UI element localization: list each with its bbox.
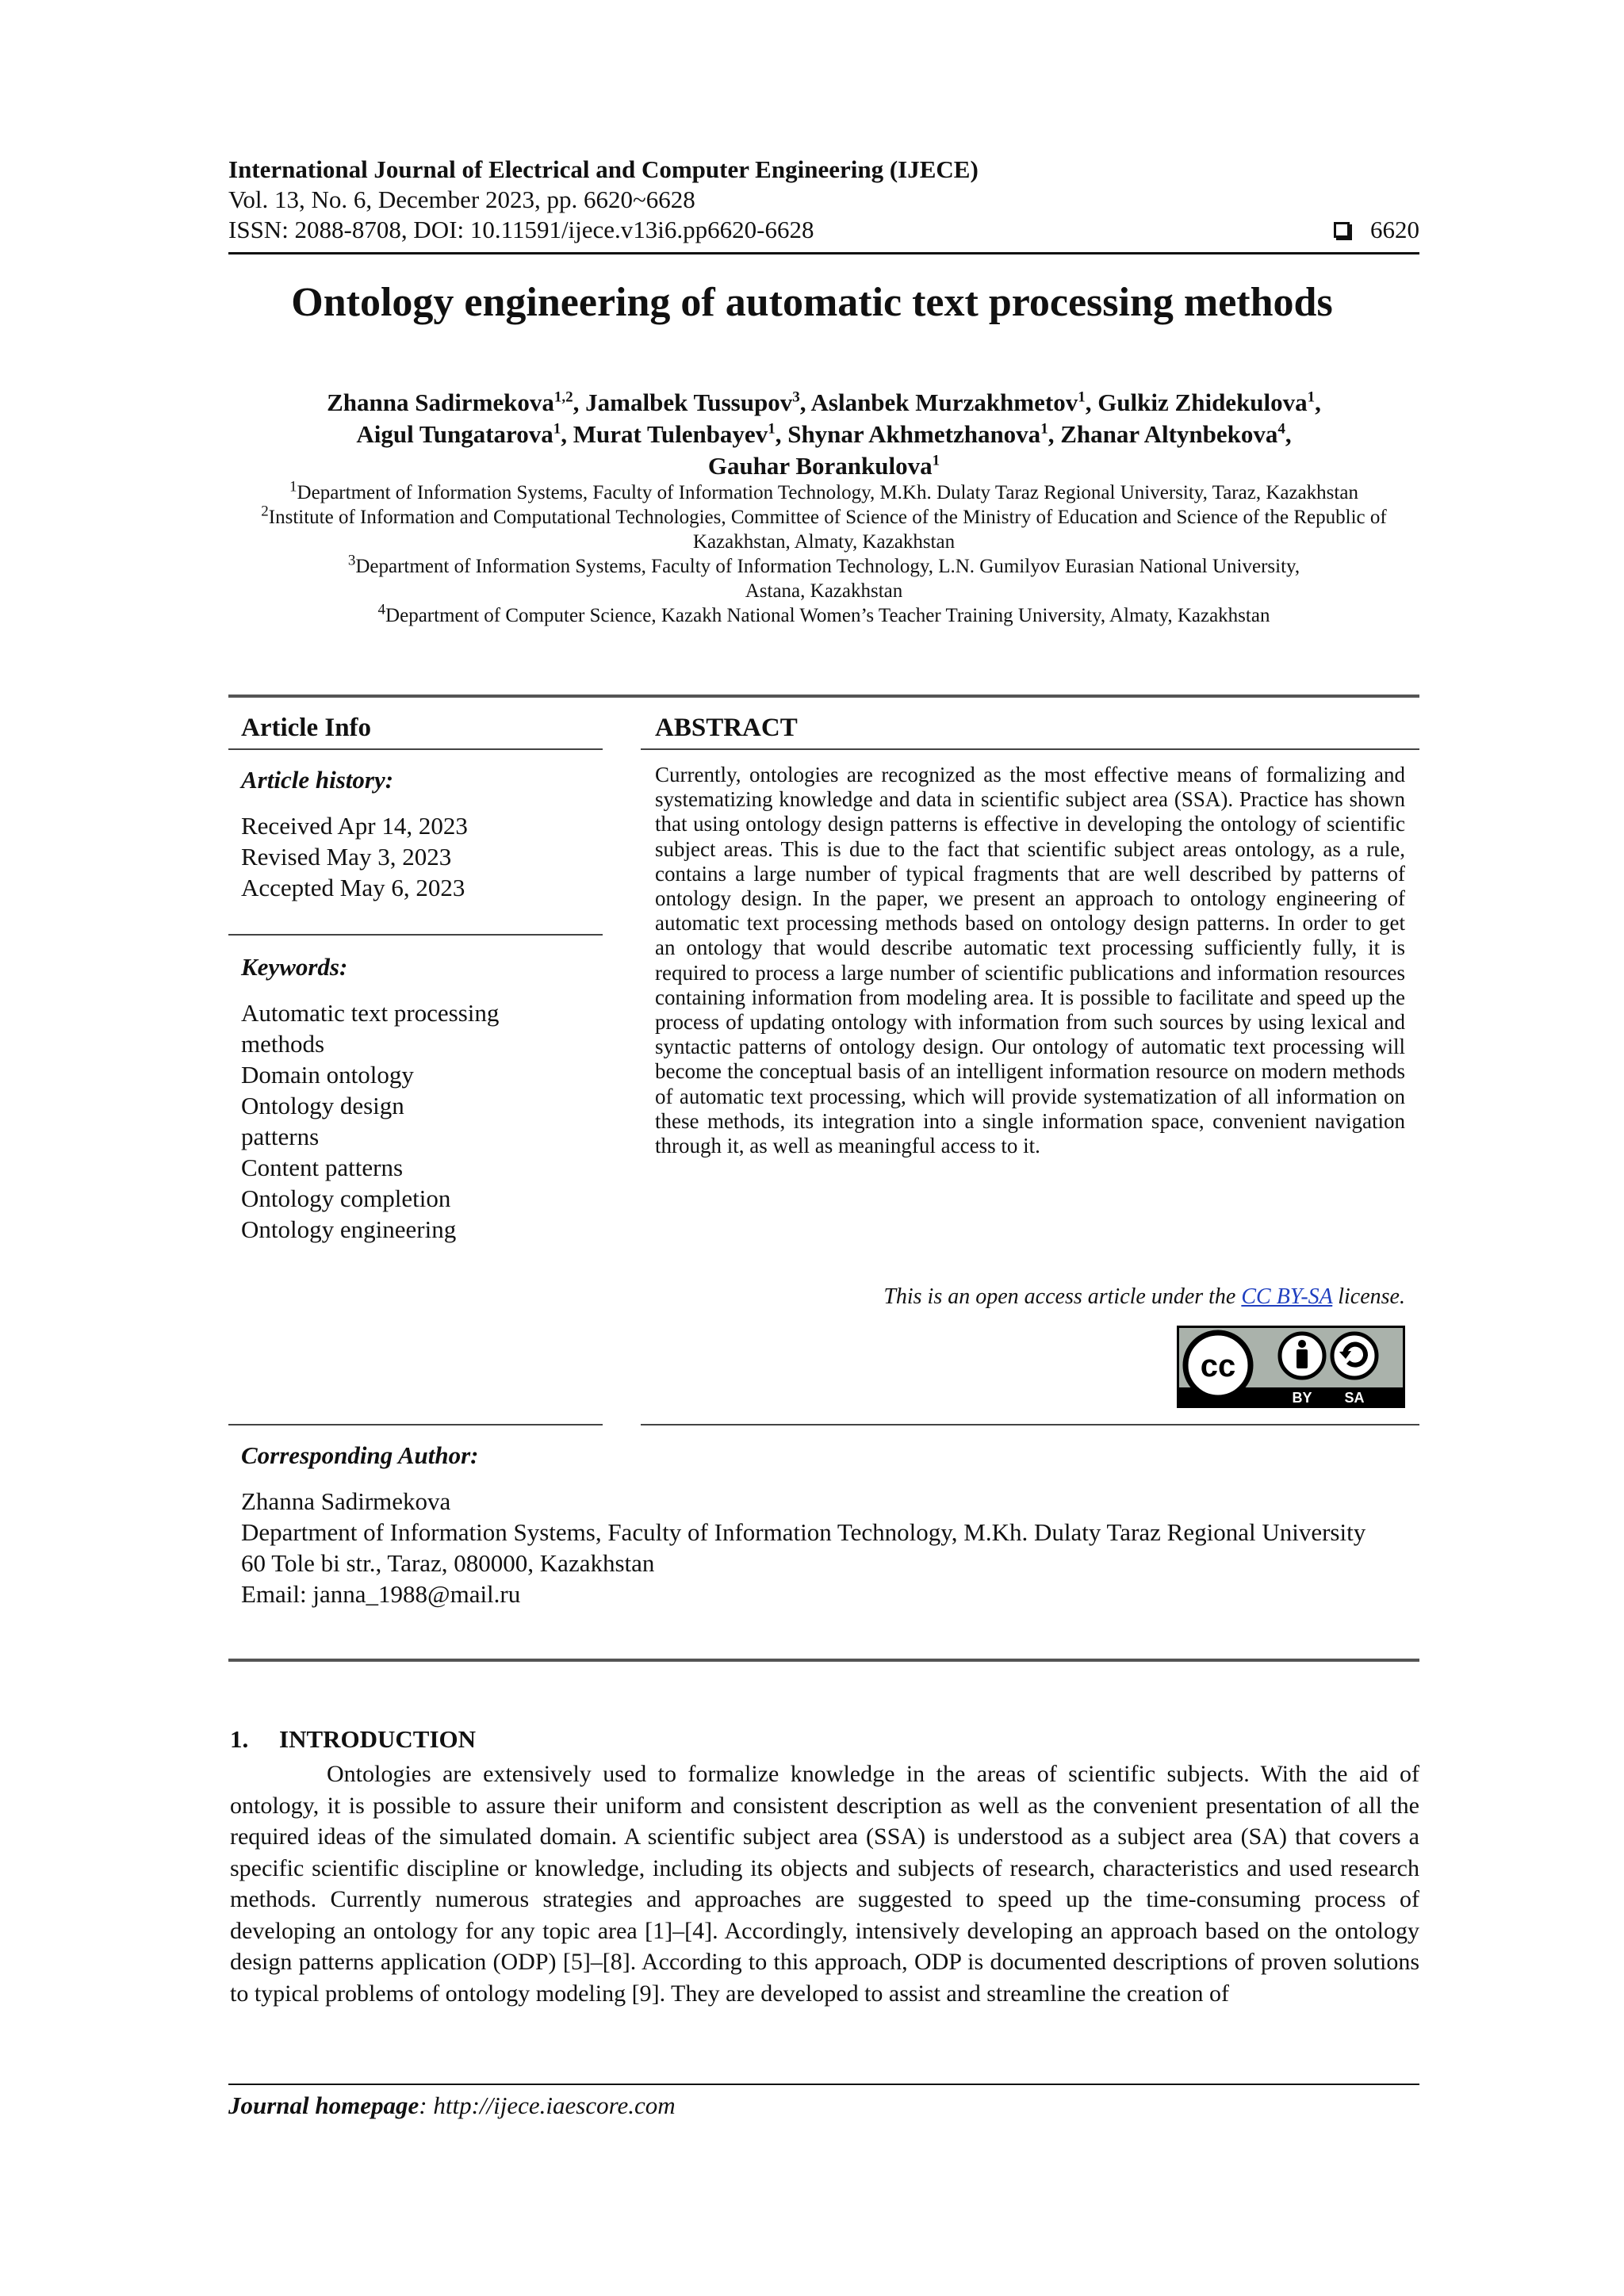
journal-volume: Vol. 13, No. 6, December 2023, pp. 6620~6628 <box>228 186 695 213</box>
author-sup: 4 <box>1277 420 1285 438</box>
abstract-underline <box>641 748 1419 750</box>
author-name: Aigul Tungatarova <box>356 420 553 448</box>
keyword: Ontology completion <box>241 1184 451 1212</box>
author-sup: 1 <box>1307 388 1316 406</box>
cc-text: cc <box>1200 1349 1236 1383</box>
keyword: patterns <box>241 1123 320 1150</box>
paper-title: Ontology engineering of automatic text processing methods <box>291 280 1333 325</box>
keyword: methods <box>241 1030 325 1058</box>
cc-by-sa-link[interactable]: CC BY-SA <box>1241 1284 1333 1309</box>
sa-text: SA <box>1344 1390 1365 1406</box>
header-rule <box>228 252 1419 254</box>
author-line-1: Zhanna Sadirmekova$^{1,2}$, Jamalbek Tussupov$^3$, Aslanbek Murzakhmetov$^1$, Gulkiz Zhidekulova$^1$, <box>327 388 1321 416</box>
author-sup: 1 <box>553 420 561 438</box>
article-history <box>241 810 468 903</box>
keyword-list <box>241 997 499 1245</box>
introduction-paragraph: Ontologies are extensively used to formalize knowledge in the areas of scientific subjects. With the aid of ontology, it is possible to assure their uniform and consistent description as well as the convenient presentation of all the required ideas of the simulated domain. A scientific subject area (SSA) is understood as a subject area (SA) that covers a specific scientific discipline or knowledge, including its objects and subjects of research, characteristics and used research methods. Currently numerous strategies and approaches are suggested to speed up the time-consuming process of developing an ontology for any topic area [1]–[4]. Accordingly, intensively developing an approach based on the ontology design patterns application (ODP) [5]–[8]. According to this approach, ODP is documented descriptions of proven solutions to typical problems of ontology modeling [9]. They are developed to assist and streamline the creation of <box>230 1761 1419 2007</box>
affiliation-list <box>228 480 1419 628</box>
author-name: Zhanna Sadirmekova <box>327 388 554 416</box>
license-statement: This is an open access article under the CC BY-SA license. <box>883 1284 1405 1309</box>
corresponding-details <box>241 1486 1415 1609</box>
keyword: Content patterns <box>241 1154 404 1181</box>
page-number: 6620 <box>1370 216 1419 243</box>
author-list <box>228 387 1419 482</box>
received-date: Received Apr 14, 2023 <box>241 812 468 840</box>
keywords-heading: Keywords: <box>241 953 348 981</box>
accepted-date: Accepted May 6, 2023 <box>241 874 465 901</box>
keyword: Automatic text processing <box>241 999 500 1027</box>
info-top-rule <box>228 695 1419 698</box>
info-bottom-rule <box>228 1659 1419 1662</box>
corresponding-heading: Corresponding Author: <box>241 1441 479 1469</box>
by-text: BY <box>1292 1390 1312 1406</box>
keyword: Ontology design <box>241 1092 404 1119</box>
journal-name: International Journal of Electrical and Computer Engineering (IJECE) <box>228 155 979 183</box>
author-sup: 1 <box>1040 420 1048 438</box>
abstract-body <box>655 763 1405 1158</box>
corresponding-name: Zhanna Sadirmekova <box>241 1487 451 1515</box>
article-info-underline <box>228 748 603 750</box>
homepage-label: Journal homepage <box>228 2091 419 2119</box>
left-divider <box>228 1424 603 1425</box>
author-line-2: Aigul Tungatarova$^1$, Murat Tulenbayev$^1$, Shynar Akhmetzhanova$^1$, Zhanar Altynbekova$^4$, <box>356 420 1292 448</box>
keyword: Ontology engineering <box>241 1215 457 1243</box>
corresponding-address: 60 Tole bi str., Taraz, 080000, Kazakhstan <box>241 1549 655 1577</box>
article-info-heading: Article Info <box>241 714 372 742</box>
introduction-heading: 1. INTRODUCTION <box>230 1725 477 1753</box>
author-name: Gulkiz Zhidekulova <box>1097 388 1308 416</box>
homepage-url[interactable]: : http://ijece.iaescore.com <box>419 2091 676 2119</box>
cc-by-sa-badge-icon[interactable] <box>1177 1326 1405 1408</box>
corresponding-dept: Department of Information Systems, Faculty of Information Technology, M.Kh. Dulaty Taraz Regional University <box>241 1518 1366 1546</box>
author-name: Zhanar Altynbekova <box>1060 420 1278 448</box>
author-sup: 1 <box>1078 388 1086 406</box>
page-number-block <box>1334 216 1419 244</box>
author-name: Gauhar Borankulova <box>707 452 933 480</box>
corresponding-email: Email: janna_1988@mail.ru <box>241 1580 521 1608</box>
affiliation: $^2$Institute of Information and Computational Technologies, Committee of Science of the Ministry of Education and Science of the Republic of Kazakhstan, Almaty, Kazakhstan <box>261 503 1387 553</box>
author-sup: 1,2 <box>553 388 573 406</box>
author-name: Jamalbek Tussupov <box>585 388 793 416</box>
journal-homepage <box>228 2091 676 2120</box>
author-line-3 <box>708 452 940 480</box>
footer-rule <box>228 2084 1419 2085</box>
affiliation: $^1$Department of Information Systems, Faculty of Information Technology, M.Kh. Dulaty Taraz Regional University, Taraz, Kazakhstan <box>289 478 1358 503</box>
abstract-heading: ABSTRACT <box>655 714 798 742</box>
author-name: Murat Tulenbayev <box>573 420 768 448</box>
square-bullet-icon <box>1334 222 1350 238</box>
author-name: Shynar Akhmetzhanova <box>787 420 1041 448</box>
abstract-text: Currently, ontologies are recognized as the most effective means of formalizing and systematizing knowledge and data in scientific subject area (SSA). Practice has shown that using ontology design patterns is effective in developing the ontology of scientific subject areas. This is due to the fact that scientific subject areas ontology, as a rule, contains a large number of typical fragments that are well described by patterns of ontology design. In the paper, we present an approach to ontology engineering of automatic text processing methods based on ontology design patterns. In order to get an ontology that would describe automatic text processing sufficiently fully, it is required to process a large number of scientific publications and information resources containing information from modeling area. It is possible to facilitate and speed up the process of updating ontology with information from such sources by using lexical and syntactic patterns of ontology design. Our ontology of automatic text processing will become the conceptual basis of an intelligent information resource on modern methods of automatic text processing, which will provide systematization of all information on these methods, its integration into a single information space, convenient navigation through it, as well as meaningful access to it. <box>655 763 1405 1158</box>
author-sup: 1 <box>768 420 776 438</box>
author-name: Aslanbek Murzakhmetov <box>810 388 1078 416</box>
article-history-heading: Article history: <box>241 766 394 794</box>
keyword: Domain ontology <box>241 1061 414 1089</box>
introduction-body <box>230 1758 1419 2009</box>
affiliation: $^4$Department of Computer Science, Kazakh National Women’s Teacher Training University, Almaty, Kazakhstan <box>377 601 1270 626</box>
revised-date: Revised May 3, 2023 <box>241 843 452 871</box>
author-sup: 1 <box>932 452 940 469</box>
right-divider <box>641 1424 1419 1425</box>
journal-issn-doi: ISSN: 2088-8708, DOI: 10.11591/ijece.v13i6.pp6620-6628 <box>228 216 814 243</box>
author-sup: 3 <box>792 388 800 406</box>
affiliation: $^3$Department of Information Systems, Faculty of Information Technology, L.N. Gumilyov Eurasian National University, Astana, Kazakhstan <box>347 552 1300 602</box>
history-divider <box>228 934 603 936</box>
